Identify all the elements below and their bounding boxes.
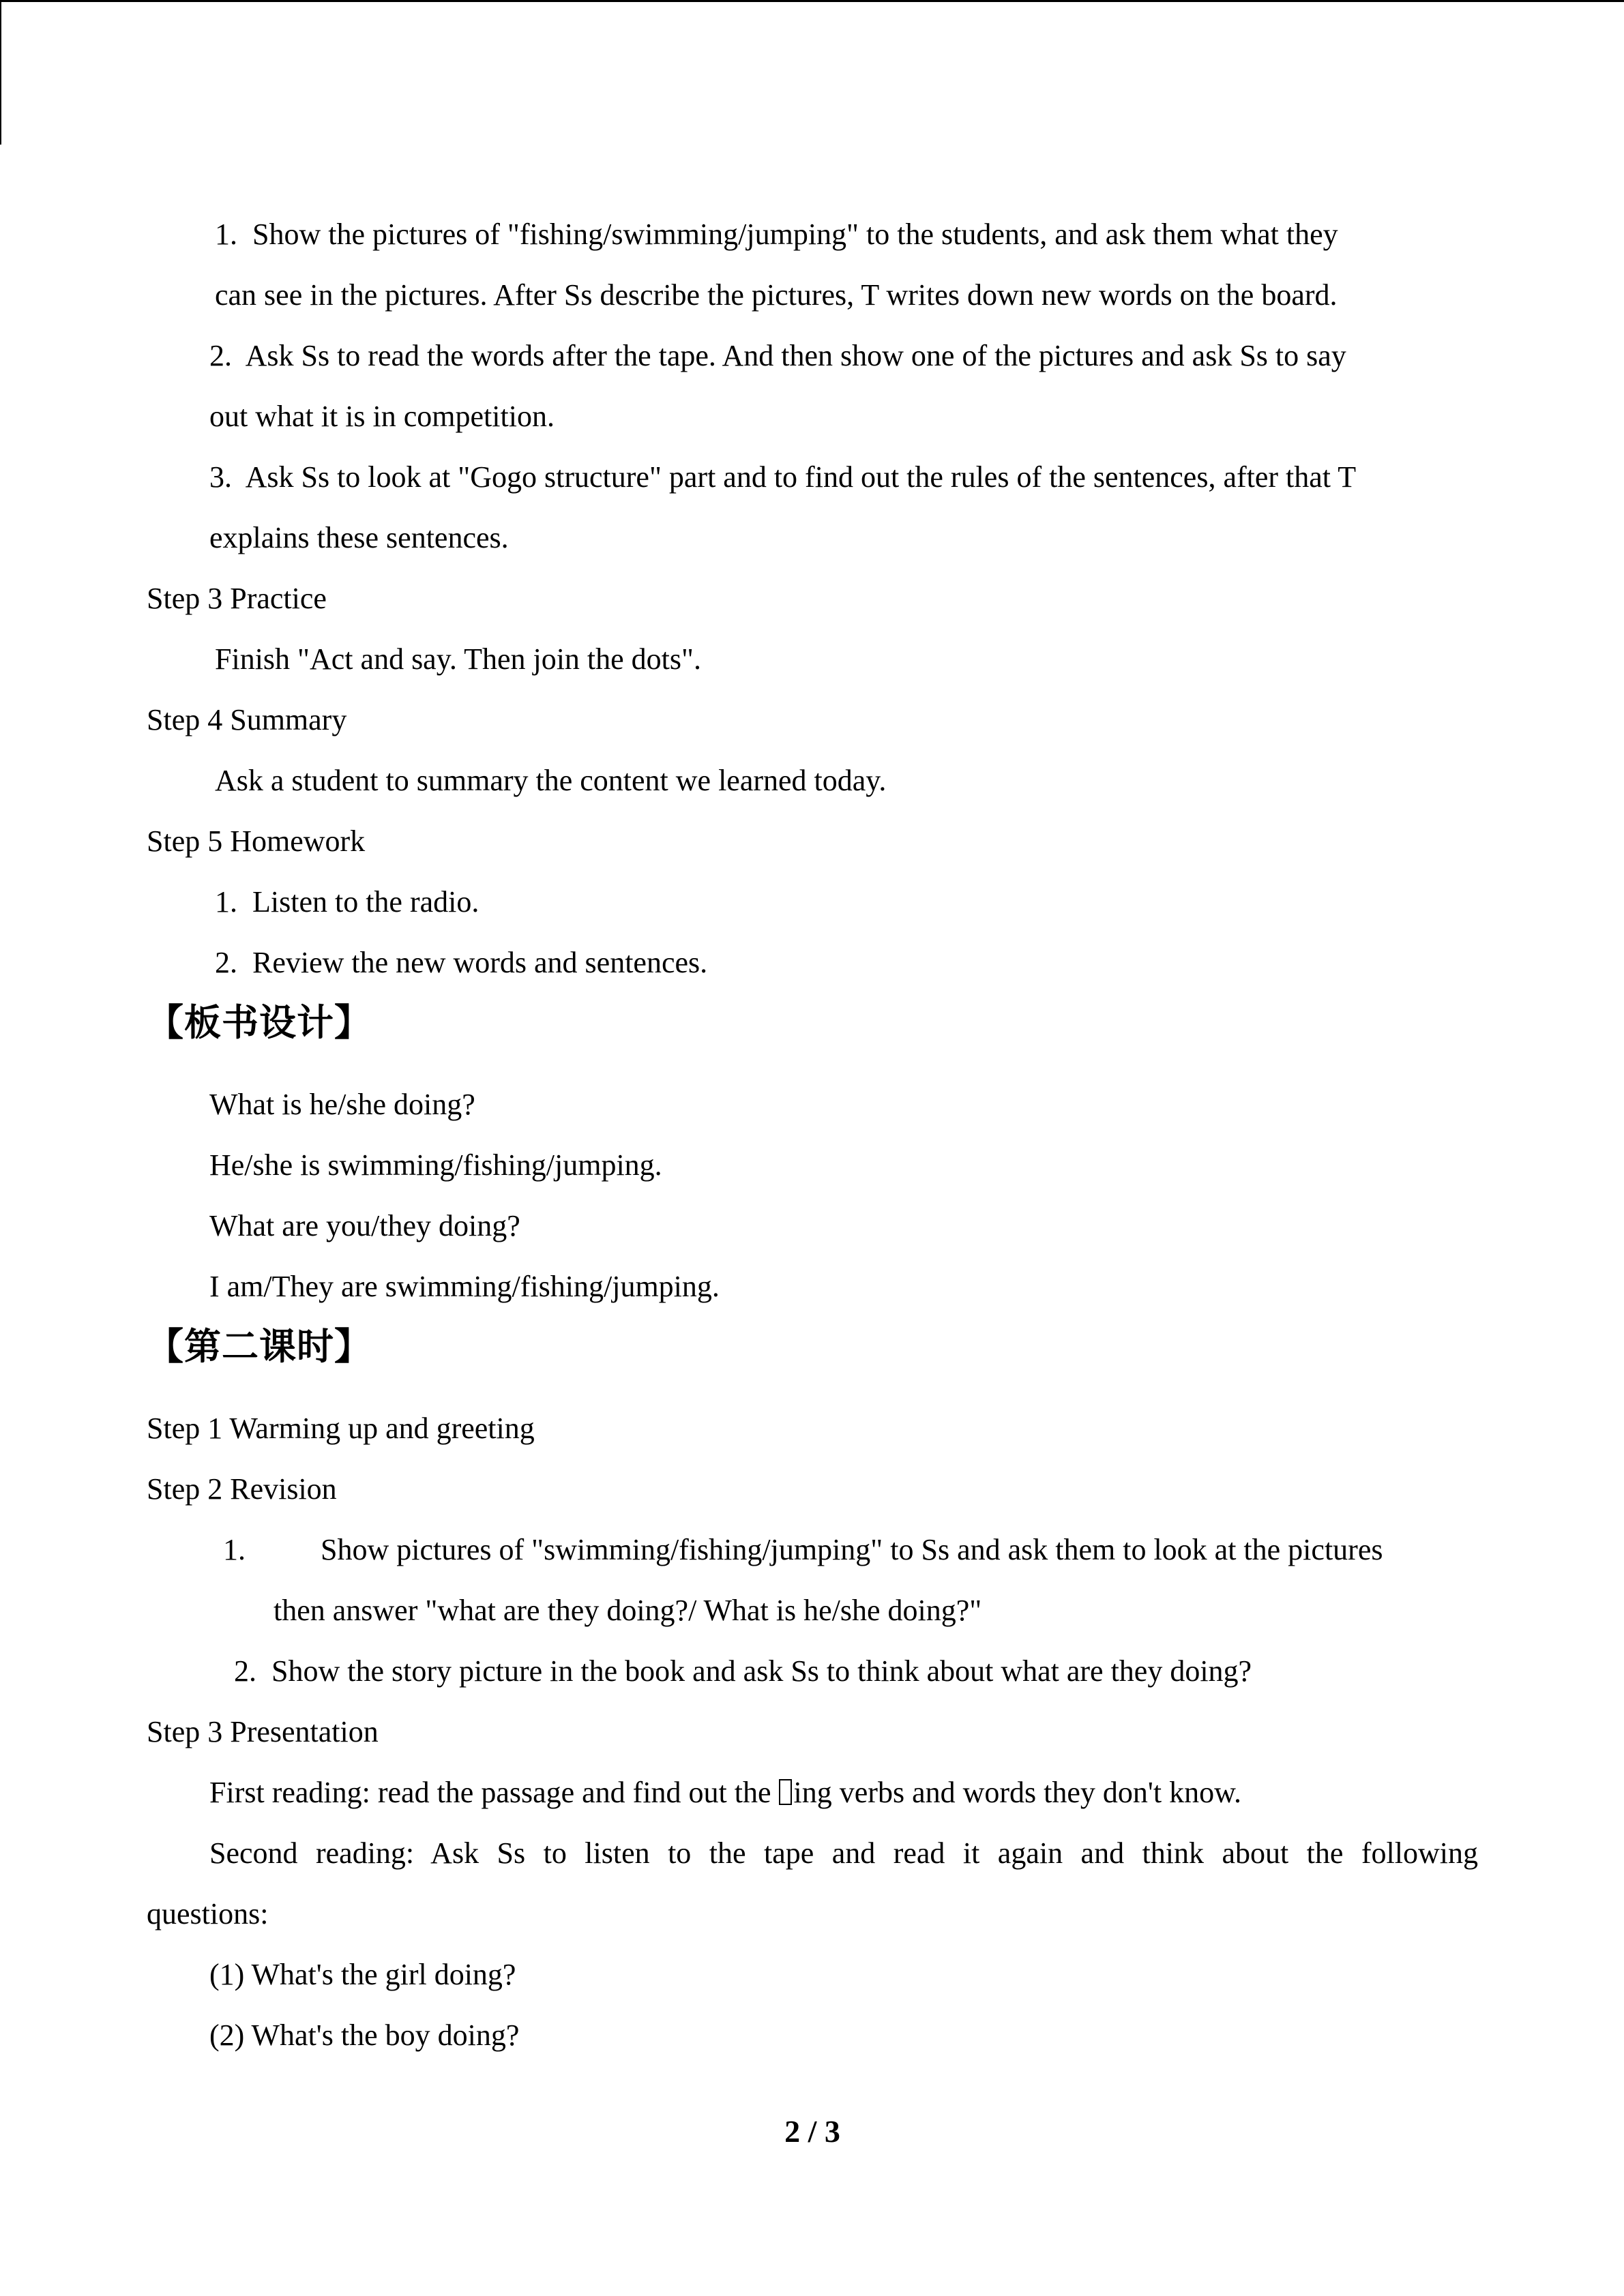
- doc-line-step-heading: Step 2 Revision: [147, 1472, 337, 1506]
- page-number: 2 / 3: [784, 2114, 840, 2149]
- doc-line-list-item: 2. Show the story picture in the book and ask Ss to think about what are they doing?: [234, 1654, 1252, 1688]
- doc-line-list-item: 3. Ask Ss to look at "Gogo structure" part and to find out the rules of the sentences, after that T: [209, 460, 1357, 494]
- doc-line-body: Ask a student to summary the content we learned today.: [215, 764, 887, 797]
- doc-line-step-heading: Step 3 Practice: [147, 582, 327, 615]
- doc-line-body: (2) What's the boy doing?: [209, 2018, 520, 2052]
- doc-line-list-item: 2. Ask Ss to read the words after the tape. And then show one of the pictures and ask Ss to say: [209, 339, 1346, 372]
- doc-line-body: explains these sentences.: [209, 521, 509, 554]
- doc-line-list-item: 1. Show pictures of "swimming/fishing/jumping" to Ss and ask them to look at the pictures: [223, 1533, 1383, 1566]
- doc-line-step-heading: Step 4 Summary: [147, 703, 347, 736]
- doc-text-fragment: First reading: read the passage and find out the: [209, 1776, 779, 1809]
- missing-glyph-box: [779, 1779, 792, 1805]
- doc-line-list-item: 2. Review the new words and sentences.: [215, 946, 708, 979]
- doc-line-body: What are you/they doing?: [209, 1209, 520, 1242]
- doc-line-body: I am/They are swimming/fishing/jumping.: [209, 1270, 720, 1303]
- doc-line-body-justified: Second reading: Ask Ss to listen to the tape and read it again and think about the following: [209, 1836, 1478, 1870]
- document-body: [147, 204, 1478, 2162]
- doc-line-section-heading: 【板书设计】: [147, 1002, 372, 1043]
- doc-line-body: He/she is swimming/fishing/jumping.: [209, 1148, 662, 1182]
- doc-line-body: questions:: [147, 1897, 269, 1930]
- doc-line-list-item: 1. Show the pictures of "fishing/swimming/jumping" to the students, and ask them what they: [215, 218, 1338, 251]
- doc-line-step-heading: Step 5 Homework: [147, 824, 366, 858]
- doc-line-body: then answer "what are they doing?/ What is he/she doing?": [274, 1594, 982, 1627]
- doc-line-body: can see in the pictures. After Ss describe the pictures, T writes down new words on the board.: [215, 278, 1338, 312]
- doc-line-body: out what it is in competition.: [209, 400, 555, 433]
- doc-line-body: Finish "Act and say. Then join the dots".: [215, 642, 701, 676]
- scan-artifact-left-edge: [0, 0, 1, 145]
- doc-line-step-heading: Step 3 Presentation: [147, 1715, 379, 1748]
- doc-text-fragment: ing verbs and words they don't know.: [793, 1776, 1241, 1809]
- doc-line-step-heading: Step 1 Warming up and greeting: [147, 1412, 535, 1445]
- doc-line-list-item: 1. Listen to the radio.: [215, 885, 479, 919]
- doc-line-body: (1) What's the girl doing?: [209, 1958, 516, 1991]
- scan-artifact-top-border: [0, 0, 1624, 2]
- doc-line-body: What is he/she doing?: [209, 1088, 475, 1121]
- doc-line-body-with-tofu: [147, 1762, 1478, 1823]
- doc-line-section-heading: 【第二课时】: [147, 1326, 372, 1367]
